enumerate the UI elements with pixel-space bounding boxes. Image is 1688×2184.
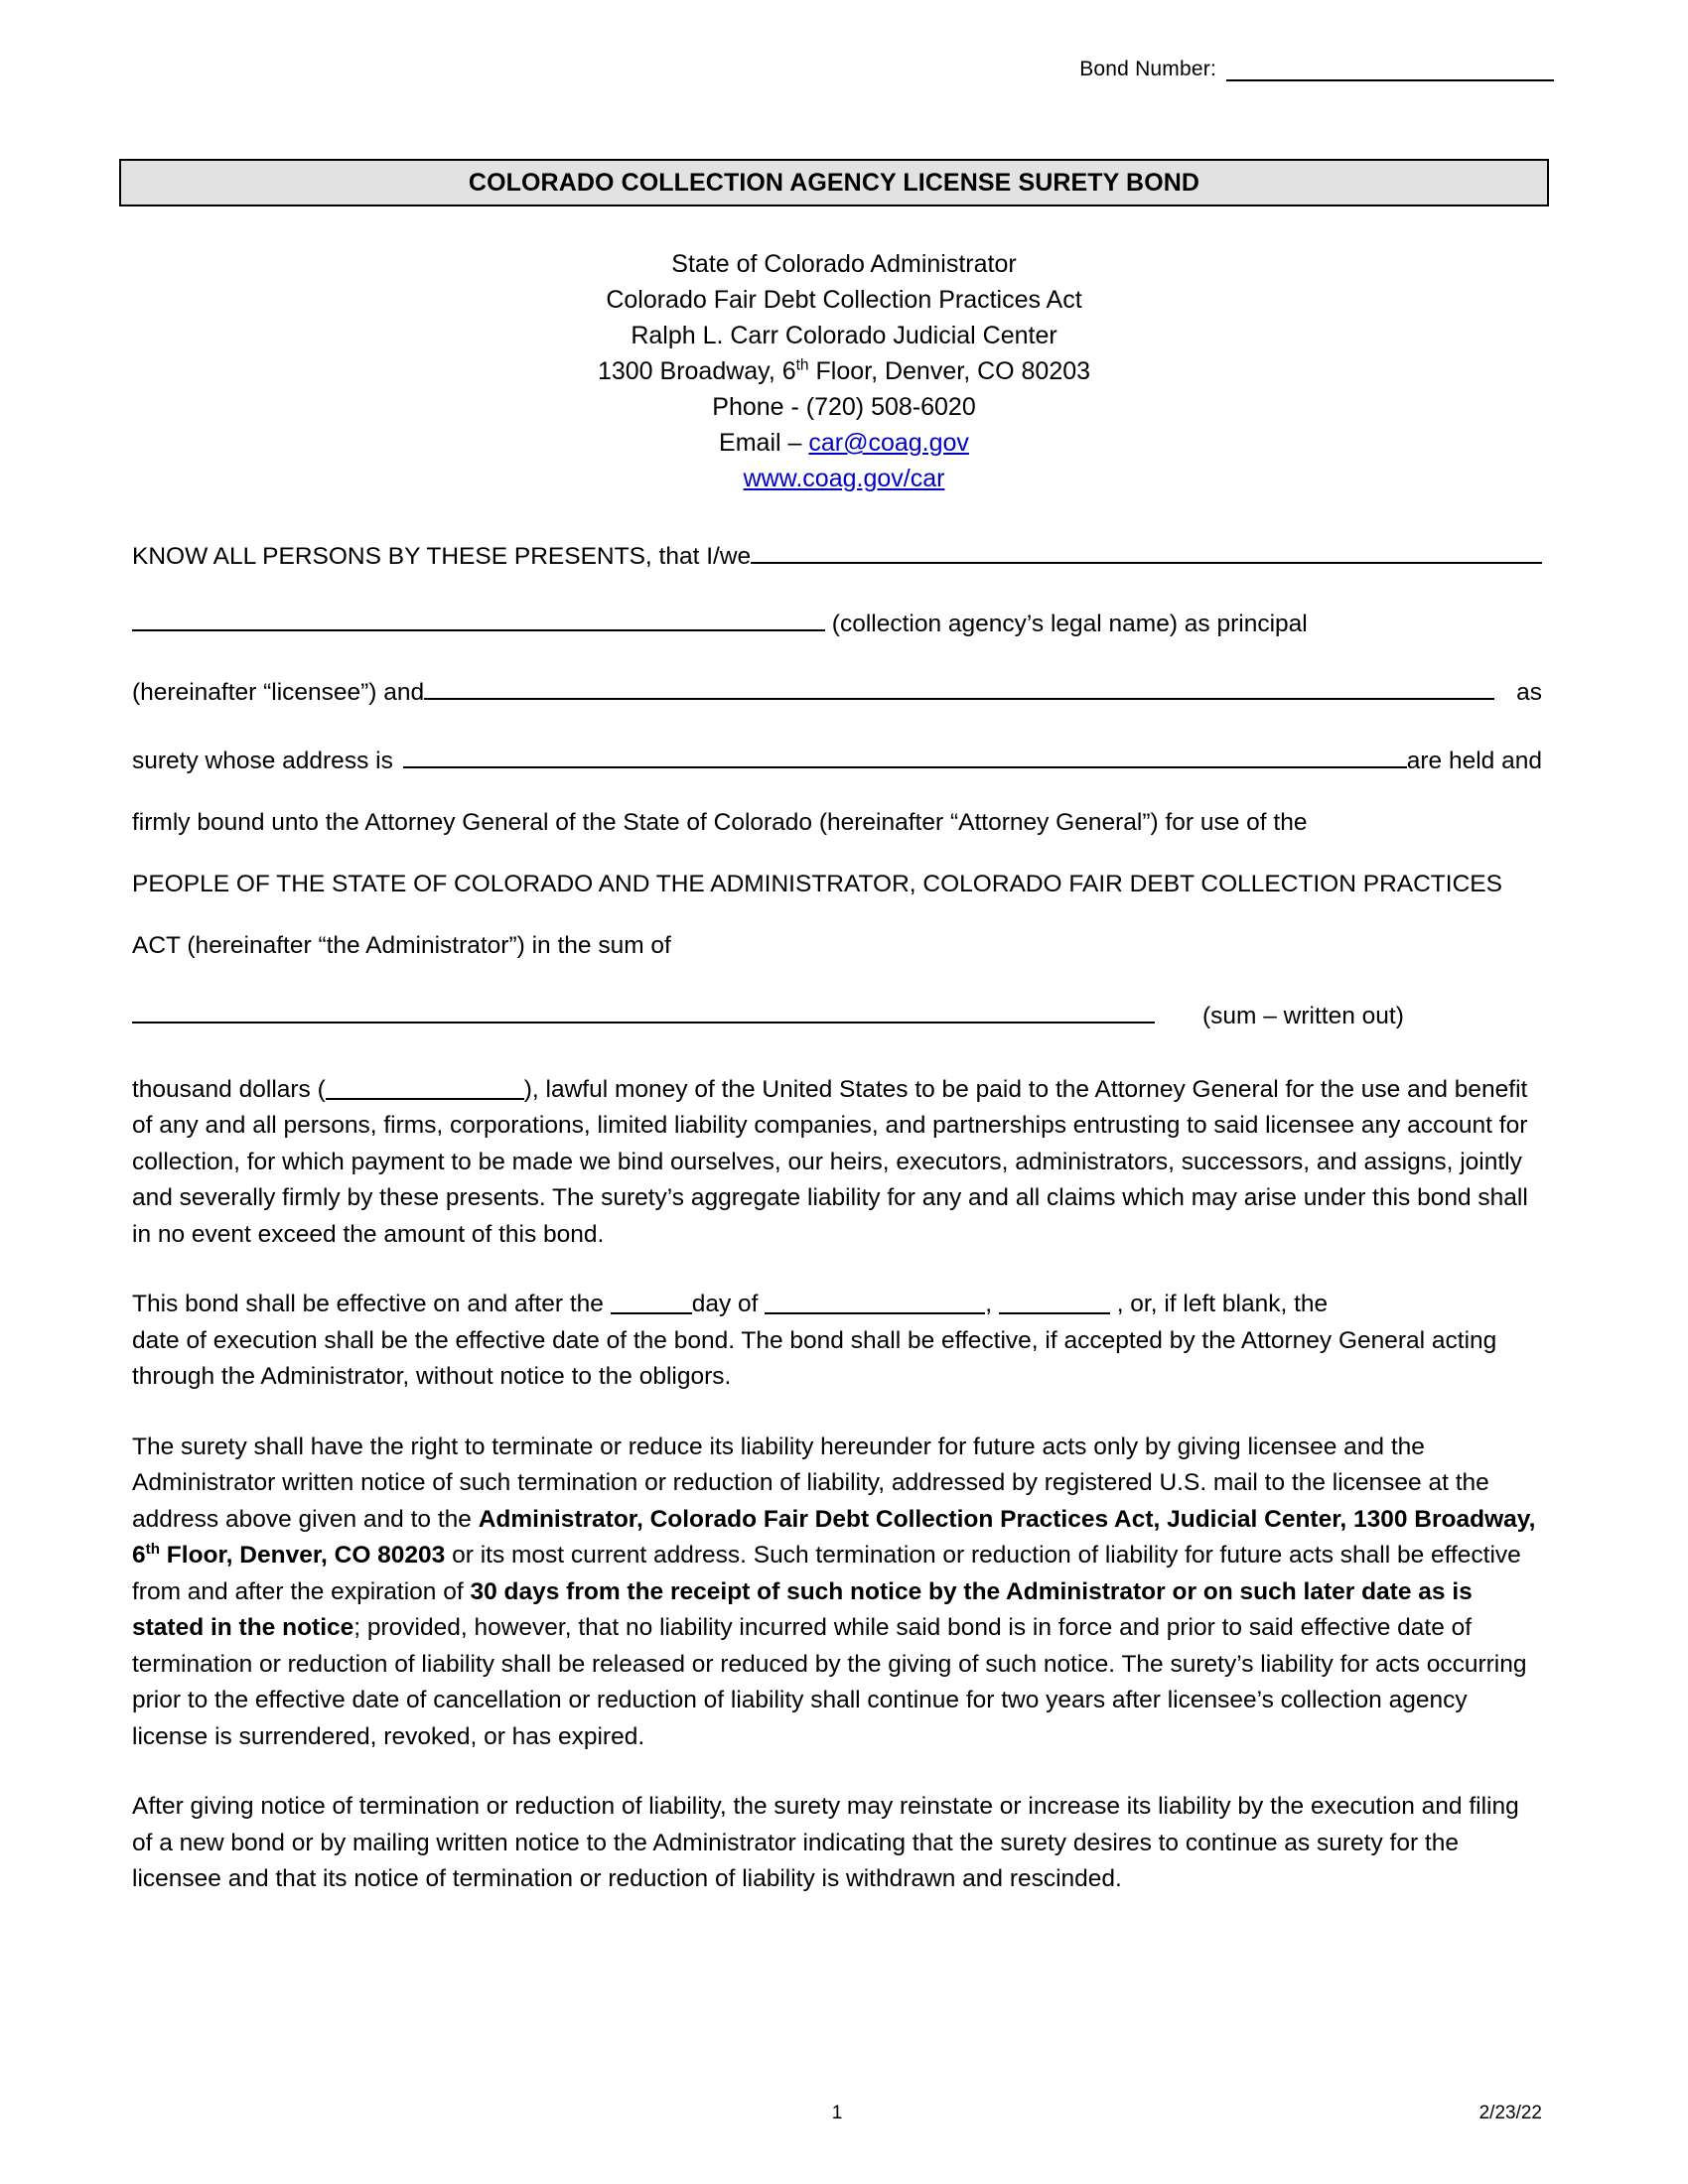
surety-address-line	[132, 741, 1542, 775]
legal-name-line	[132, 605, 1542, 639]
effective-date-pre: This bond shall be effective on and after the	[132, 1291, 611, 1318]
effective-month-blank[interactable]	[765, 1289, 985, 1315]
licensee-trailing-as: as	[1516, 679, 1542, 707]
address-line-phone: Phone - (720) 508-6020	[712, 393, 976, 421]
address-street-post: Floor, Denver, CO 80203	[808, 357, 1091, 385]
sum-written-out-caption: (sum – written out)	[1202, 1002, 1404, 1029]
legal-name-caption: (collection agency’s legal name) as principal	[825, 611, 1308, 638]
reinstatement-text: After giving notice of termination or reduction of liability, the surety may reinstate or increase its liability by the execution and filing of a new bond or by mailing written notice to the Administrator indicating that the surety desires to continue as surety for the licensee and that its notice of termination or reduction of liability is withdrawn and rescinded.	[132, 1793, 1519, 1893]
licensee-surety-line	[132, 672, 1542, 707]
administrator-address-pre: Administrator, Colorado Fair Debt Collection Practices Act, Judicial Center, 1300 Broadway, 6	[132, 1505, 1536, 1570]
act-hereinafter-line	[132, 932, 1542, 960]
thousand-dollars-post: ), lawful money of the United States to be paid to the Attorney General for the use and benefit of any and all persons, firms, corporations, limited liability companies, and partnerships entrusting to said licensee any account for collection, for which payment to be made we bind ourselves, our heirs, executors, administrators, successors, and assigns, jointly and severally firmly by these presents. The surety’s aggregate liability for any and all claims which may arise under this bond shall in no event exceed the amount of this bond.	[132, 1075, 1528, 1248]
page-footer	[132, 2103, 1542, 2126]
effective-day-blank[interactable]	[611, 1289, 692, 1315]
effective-date-post: , or, if left blank, the	[1109, 1291, 1329, 1318]
people-of-state-text: PEOPLE OF THE STATE OF COLORADO AND THE ADMINISTRATOR, COLORADO FAIR DEBT COLLECTION PRACTICES	[132, 870, 1502, 897]
email-link[interactable]: car@coag.gov	[808, 429, 969, 457]
address-line-administrator: State of Colorado Administrator	[671, 250, 1017, 278]
title-banner	[119, 159, 1549, 206]
footer-page-number: 1	[831, 2103, 843, 2123]
sum-written-out-blank[interactable]	[132, 996, 1155, 1024]
email-label: Email –	[719, 429, 809, 457]
administrator-address-post: Floor, Denver, CO 80203	[159, 1542, 446, 1570]
thirty-days-bold: 30 days from the receipt of such notice by the Administrator or on such later date as is stated in the notice	[132, 1577, 1473, 1642]
know-all-persons-label: KNOW ALL PERSONS BY THESE PRESENTS, that I/we	[132, 542, 752, 570]
sum-written-out-line	[132, 996, 1542, 1030]
document-body	[132, 536, 1542, 1898]
address-street-pre: 1300 Broadway, 6	[597, 357, 796, 385]
principal-name-blank-1[interactable]	[751, 536, 1542, 564]
principal-name-blank-2[interactable]	[132, 605, 825, 632]
agency-address-block	[0, 246, 1688, 496]
bond-number-label: Bond Number:	[1079, 58, 1216, 80]
surety-address-blank[interactable]	[403, 741, 1407, 768]
know-all-persons-line	[132, 536, 1542, 571]
address-ordinal-suffix: th	[795, 356, 809, 374]
address-line-center: Ralph L. Carr Colorado Judicial Center	[631, 322, 1057, 349]
licensee-label: (hereinafter “licensee”) and	[132, 679, 425, 707]
effective-date-mid: day of	[691, 1291, 766, 1318]
effective-date-paragraph	[132, 1287, 1542, 1396]
act-hereinafter-text: ACT (hereinafter “the Administrator”) in the sum of	[132, 931, 671, 959]
people-of-state-line	[132, 871, 1542, 898]
footer-revision-date: 2/23/22	[1478, 2103, 1542, 2123]
reinstatement-paragraph	[132, 1789, 1542, 1898]
administrator-ordinal-suffix: th	[145, 1540, 160, 1558]
termination-intro: The surety shall have the right to terminate or reduce its liability hereunder for future acts only by giving licensee and the Administrator written notice of such termination or reduction of liability, addressed by registered U.S. mail to the licensee at the address above given and to the	[132, 1433, 1489, 1533]
surety-name-blank[interactable]	[424, 672, 1494, 700]
address-line-email	[0, 425, 1688, 461]
surety-termination-paragraph	[132, 1430, 1542, 1756]
thousand-dollars-paragraph	[132, 1072, 1542, 1254]
surety-address-trailing: are held and	[1406, 747, 1542, 774]
page-title: COLORADO COLLECTION AGENCY LICENSE SURETY BOND	[468, 168, 1200, 197]
effective-date-comma: ,	[985, 1291, 999, 1318]
thousand-dollars-pre: thousand dollars (	[132, 1075, 326, 1103]
surety-address-label: surety whose address is	[132, 747, 393, 774]
address-line-website	[0, 461, 1688, 496]
firmly-bound-text: firmly bound unto the Attorney General of the State of Colorado (hereinafter “Attorney General”) for use of the	[132, 808, 1308, 836]
address-line-act: Colorado Fair Debt Collection Practices Act	[606, 286, 1082, 314]
effective-date-line2: date of execution shall be the effective date of the bond. The bond shall be effective, if accepted by the Attorney General acting through the Administrator, without notice to the obligors.	[132, 1326, 1497, 1391]
address-line-street	[0, 353, 1688, 389]
sum-numeric-blank[interactable]	[326, 1073, 524, 1100]
termination-tail: ; provided, however, that no liability incurred while said bond is in force and prior to said effective date of termination or reduction of liability shall be released or reduced by the giving of such notice. The surety’s liability for acts occurring prior to the effective date of cancellation or reduction of liability shall continue for two years after licensee’s collection agency license is surrendered, revoked, or has expired.	[132, 1614, 1527, 1750]
termination-middle: or its most current address. Such termination or reduction of liability for future acts shall be effective from and after the expiration of	[132, 1542, 1521, 1605]
bond-number-row	[1079, 58, 1554, 81]
bond-number-blank-field[interactable]	[1226, 60, 1554, 81]
effective-year-blank[interactable]	[999, 1289, 1110, 1315]
firmly-bound-line	[132, 809, 1542, 837]
website-link[interactable]: www.coag.gov/car	[743, 465, 945, 492]
